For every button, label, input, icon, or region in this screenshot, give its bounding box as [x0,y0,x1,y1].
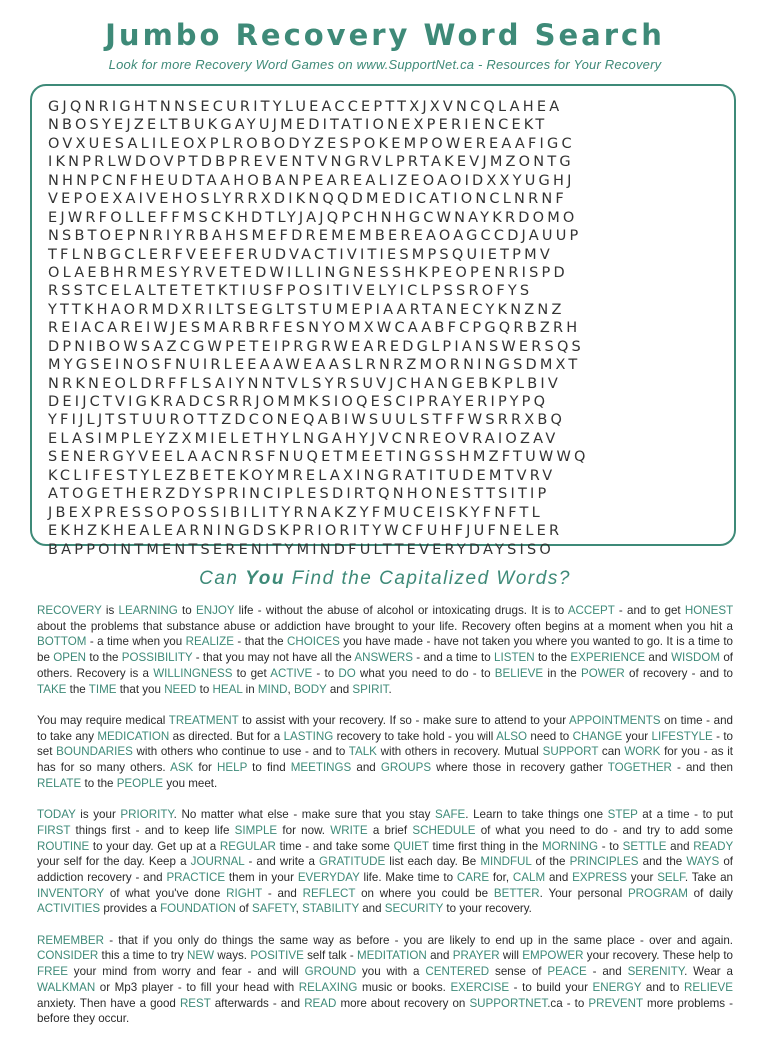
hidden-word: MINDFUL [480,855,532,869]
instructions-heading-emphasis: You [245,568,285,589]
paragraph-text: is [101,604,119,617]
hidden-word: EXPRESS [572,870,627,884]
hidden-word: CARE [456,870,490,884]
paragraph-text: on where you could be [355,886,494,900]
paragraph-text: life. Make time to [359,870,457,884]
paragraph-text: you have made - have not taken you where you wanted to go. It is a time to be [37,635,733,665]
hidden-word: PEACE [547,965,587,979]
hidden-word: MORNING [541,839,598,853]
paragraph-text: for now. [277,823,331,837]
hidden-word: BELIEVE [494,666,544,680]
paragraph-text: - a time when you [86,635,186,649]
story-paragraph [37,933,733,1027]
paragraph-text: - that if you only do things the same way as before - you are likely to end up in the same place - over and again. [104,933,733,947]
hidden-word: EMPOWER [522,949,584,963]
hidden-word: NEED [164,682,197,696]
hidden-word: EXERCISE [450,980,510,994]
paragraph-text: and [351,761,381,775]
paragraph-text: of others. Recovery is a [37,651,734,680]
grid-row: OVXUESALILEOXPLROBODYZESPOKEMPOWEREAAFIGC [48,135,575,152]
paragraph-text: you with a [356,965,426,979]
hidden-word: MEDICATION [97,729,170,743]
paragraph-text: to assist with your recovery. If so - make sure to attend to your [238,713,570,727]
paragraph-text: you meet. [163,776,218,790]
hidden-word: WILLINGNESS [153,666,233,680]
hidden-word: JOURNAL [190,855,245,869]
paragraph-text: - and [262,886,303,900]
hidden-word: PEOPLE [116,776,164,790]
hidden-word: RELATE [37,776,82,790]
hidden-word: MEDITATION [357,949,427,963]
hidden-word: REST [179,996,211,1010]
paragraph-text: music or books. [357,980,451,994]
story-text [37,603,733,1043]
hidden-word: FREE [37,965,68,979]
hidden-word: EXPERIENCE [570,651,646,665]
hidden-word: SELF [657,870,685,884]
hidden-word: CHANGE [572,729,623,743]
paragraph-text: in [242,682,258,696]
hidden-word: LIFESTYLE [651,729,713,743]
paragraph-text: the [66,682,89,696]
hidden-word: ASK [170,761,194,775]
hidden-word: SUPPORTNET [469,996,548,1010]
paragraph-text: to the [534,651,571,665]
paragraph-text: - and a time to [412,651,495,665]
paragraph-text: your self for the day. Keep a [37,855,191,869]
paragraph-text: with others in recovery. Mutual [376,745,543,759]
paragraph-text: of daily [687,886,733,900]
paragraph-text: and [358,902,385,916]
hidden-word: ACCEPT [567,604,615,617]
paragraph-text: - and then [671,761,733,775]
hidden-word: POWER [580,666,625,680]
hidden-word: ENJOY [195,604,235,617]
paragraph-text: of what you need to do - and try to add some [475,823,733,837]
hidden-word: READ [304,996,337,1010]
hidden-word: QUIET [393,839,429,853]
paragraph-text: self talk - [303,949,357,963]
paragraph-text: this a time to try [98,949,187,963]
hidden-word: WISDOM [671,651,721,665]
paragraph-text: what you need to do - to [355,666,495,680]
page-title: Jumbo Recovery Word Search [105,18,665,52]
hidden-word: BODY [293,682,327,696]
paragraph-text: a brief [367,823,413,837]
hidden-word: EVERYDAY [297,870,360,884]
paragraph-text: more problems - before they occur. [37,996,734,1026]
paragraph-text: and to [641,980,685,994]
hidden-word: STABILITY [302,902,359,916]
paragraph-text: as directed. But for a [169,729,284,743]
instructions-heading [0,568,770,590]
paragraph-text: to find [247,761,291,775]
hidden-word: WRITE [330,823,368,837]
paragraph-text: to your day. Get up at a [89,839,220,853]
hidden-word: SPIRIT [352,682,389,696]
hidden-word: LEARNING [118,604,178,617]
paragraph-text: can [598,745,625,759]
hidden-word: TIME [88,682,117,696]
grid-row: ELASIMPLEYZXMIELETHYLNGAHYJVCNREOVRAIOZAV [48,430,559,447]
hidden-word: SETTLE [622,839,667,853]
paragraph-text: more about recovery on [336,996,470,1010]
grid-row: ATOGETHERZDYSPRINCIPLESDIRTQNHONESTTSITIP [48,486,550,503]
paragraph-text: of recovery - and to [624,666,733,680]
hidden-word: FIRST [37,823,71,837]
paragraph-text: of [235,902,252,916]
paragraph-text: time first thing in the [428,839,542,853]
hidden-word: CONSIDER [37,949,99,963]
paragraph-text: - to [312,666,339,680]
grid-row: SENERGYVEELAACNRSFNUQETMEETINGSSHMZFTUWWQ [48,449,589,466]
grid-row: NHNPCNFHEUDTAAHOBANPEAREALIZEOAOIDXXYUGHJ [48,172,575,189]
instructions-heading-end: Find the Capitalized Words? [284,568,571,589]
hidden-word: ACTIVITIES [37,902,101,916]
paragraph-text: to [196,682,213,696]
grid-row: REIACAREIWJESMARBRFESNYOMXWCAABFCPGQRBZRH [48,320,581,337]
paragraph-text: afterwards - and [210,996,305,1010]
grid-row: YFIJLJTSTUUROTTZDCONEQABIWSUULSTFFWSRRXBQ [48,412,566,429]
hidden-word: TAKE [37,682,67,696]
hidden-word: PRINCIPLES [569,855,639,869]
grid-row: VEPOEXAIVEHOSLYRRXDIKNQQDMEDICATIONCLNRNF [48,191,567,208]
hidden-word: RIGHT [226,886,263,900]
hidden-word: HEAL [212,682,243,696]
hidden-word: LISTEN [494,651,535,665]
paragraph-text: about the problems that substance abuse or addiction have brought to your life. Recovery often begins at a moment when you hit a [37,619,733,633]
paragraph-text: time - and take some [275,839,394,853]
paragraph-text: to your recovery. [443,902,532,916]
hidden-word: FOUNDATION [160,902,236,916]
paragraph-text: - to set [37,729,734,759]
hidden-word: PROGRAM [627,886,688,900]
paragraph-text: to get [232,666,271,680]
paragraph-text: . Wear a [684,965,733,979]
paragraph-text: . Learn to take things one [465,808,608,822]
page-subtitle: Look for more Recovery Word Games on www.SupportNet.ca - Resources for Your Recovery [108,57,662,72]
paragraph-text: - and [586,965,628,979]
paragraph-text: to the [86,651,122,665]
hidden-word: POSITIVE [250,949,304,963]
hidden-word: TALK [348,745,377,759]
hidden-word: SUPPORT [542,745,599,759]
paragraph-text: provides a [100,902,161,916]
paragraph-text: to the [81,776,117,790]
paragraph-text: - and to get [614,604,685,617]
hidden-word: BETTER [493,886,540,900]
grid-row: NRKNEOLDRFFLSAIYNNTVLSYRSUVJCHANGEBKPLBIV [48,375,561,392]
hidden-word: REALIZE [185,635,234,649]
grid-row: EJWRFOLLEFFMSCKHDTLYJAJQPCHNHGCWNAYKRDOMO [48,209,578,226]
paragraph-text: and [545,870,573,884]
hidden-word: GRATITUDE [319,855,386,869]
hidden-word: OPEN [53,651,87,665]
paragraph-text: and [645,651,672,665]
hidden-word: HELP [217,761,248,775]
hidden-word: STEP [607,808,638,822]
hidden-word: PRAYER [452,949,500,963]
hidden-word: REFLECT [302,886,356,900]
hidden-word: SAFE [435,808,466,822]
hidden-word: CHOICES [287,635,340,649]
paragraph-text: You may require medical [37,713,169,727]
paragraph-text: . Take an [684,870,733,884]
hidden-word: POSSIBILITY [121,651,193,665]
paragraph-text: .ca - to [547,996,589,1010]
paragraph-text: . Your personal [539,886,628,900]
hidden-word: ROUTINE [37,839,90,853]
paragraph-text: your [622,729,652,743]
hidden-word: PRACTICE [166,870,226,884]
hidden-word: NEW [187,949,215,963]
hidden-word: INVENTORY [37,886,105,900]
paragraph-text: , [287,682,294,696]
story-paragraph [37,807,733,917]
hidden-word: MIND [257,682,288,696]
hidden-word: ACTIVE [270,666,313,680]
hidden-word: WALKMAN [37,980,96,994]
story-paragraph [37,603,733,697]
hidden-word: RECOVERY [37,604,102,617]
hidden-word: SIMPLE [234,823,278,837]
grid-row: DEIJCTVIGKRADCSRRJOMMKSIOQESCIPRAYERIPYPQ [48,394,549,410]
paragraph-text: to [177,604,196,617]
hidden-word: HONEST [684,604,733,617]
hidden-word: RELIEVE [684,980,734,994]
paragraph-text: is your [75,808,121,822]
hidden-word: WAYS [686,855,720,869]
paragraph-text: where those in recovery gather [431,761,608,775]
paragraph-text: - that you may not have all the [192,651,355,665]
grid-row: MYGSEINOSFNUIRLEEAAWEAASLRNRZMORNINGSDMXT [48,357,581,374]
paragraph-text: in the [543,666,581,680]
hidden-word: SCHEDULE [412,823,476,837]
grid-row: GJQNRIGHTNNSECURITYLUEACCEPTTXJXVNCQLAHEA [48,99,563,115]
hidden-word: MEETINGS [290,761,352,775]
paragraph-text: - and write a [244,855,320,869]
paragraph-text: of the [531,855,570,869]
paragraph-text: on time - and to take any [37,713,734,743]
grid-row: YTTKHAORMDXRILTSEGLTSTUMEPIAARTANECYKNZNZ [48,301,565,318]
paragraph-text: anxiety. Then have a good [37,996,180,1010]
hidden-word: PRIORITY [120,808,174,822]
hidden-word: SERENITY [627,965,685,979]
hidden-word: GROUND [304,965,357,979]
grid-row: DPNIBOWSAZCGWPETEIPRGRWEAREDGLPIANSWERSQS [48,338,584,355]
paragraph-text: them in your [225,870,298,884]
hidden-word: APPOINTMENTS [569,713,661,727]
paragraph-text: your recovery. These help to [583,949,734,963]
grid-row: BAPPOINTMENTSERENITYMINDFULTTEVERYDAYSISO [48,541,554,558]
paragraph-text: or Mp3 player - to fill your head with [95,980,299,994]
paragraph-text: of what you've done [104,886,227,900]
paragraph-text: for you - as it has for so many others. [37,745,734,775]
story-paragraph [37,713,733,792]
hidden-word: ENERGY [592,980,642,994]
paragraph-text: - to [597,839,623,853]
paragraph-text: and [426,949,453,963]
hidden-word: GROUPS [380,761,432,775]
grid-row: IKNPRLWDOVPTDBPREVENTVNGRVLPRTAKEVJMZONTG [48,154,574,171]
hidden-word: READY [693,839,733,853]
paragraph-text: sense of [489,965,548,979]
paragraph-text: list each day. Be [385,855,481,869]
paragraph-text: need to [527,729,573,743]
grid-row: OLAEBHRMESYRVETEDWILLINGNESSHKPEOPENRISPD [48,264,568,281]
grid-row: JBEXPRESSOPOSSIBILITYRNAKZYFMUCEISKYFNFTL [48,504,543,521]
paragraph-text: your mind from worry and fear - and will [67,965,305,979]
hidden-word: ALSO [496,729,528,743]
paragraph-text: at a time - to put [637,808,733,822]
paragraph-text: and [326,682,353,696]
paragraph-text: - to build your [509,980,593,994]
hidden-word: TREATMENT [168,713,239,727]
paragraph-text: things first - and to keep life [70,823,235,837]
grid-row: TFLNBGCLERFVEEFERUDVACTIVITIESMPSQUIETPMV [48,246,553,263]
paragraph-text: recovery to take hold - you will [333,729,497,743]
paragraph-text: . No matter what else - make sure that you stay [173,808,435,822]
grid-row: RSSTCELALTETETKTIUSFPOSITIVELYICLPSSROFYS [48,283,533,300]
grid-row: NBOSYEJZELTBUKGAYUJMEDITATIONEXPERIENCEKT [48,117,548,134]
grid-row: NSBTOEPNRIYRBAHSMEFDREMEMBEREAOAGCCDJAUUP [48,228,582,245]
paragraph-text: - that the [233,635,288,649]
paragraph-text: will [499,949,523,963]
hidden-word: BOTTOM [37,635,87,649]
hidden-word: ANSWERS [354,651,413,665]
hidden-word: REGULAR [219,839,276,853]
hidden-word: CENTERED [425,965,490,979]
hidden-word: CALM [512,870,546,884]
hidden-word: REMEMBER [37,933,104,947]
paragraph-text: and [666,839,694,853]
paragraph-text: and the [638,855,687,869]
paragraph-text: life - without the abuse of alcohol or intoxicating drugs. It is to [234,604,568,617]
paragraph-text: ways. [214,949,251,963]
paragraph-text: your [626,870,658,884]
hidden-word: TOGETHER [607,761,672,775]
word-search-grid [48,98,724,559]
grid-row: EKHZKHEALEARNINGDSKPRIORITYWCFUHFJUFNELER [48,523,563,540]
paragraph-text: with others who continue to use - and to [132,745,349,759]
paragraph-text: of addiction recovery - and [37,855,733,884]
hidden-word: PREVENT [588,996,643,1010]
paragraph-text: . [388,682,392,696]
hidden-word: SECURITY [384,902,444,916]
hidden-word: WORK [624,745,661,759]
hidden-word: SAFETY [252,902,296,916]
hidden-word: TODAY [37,808,76,822]
paragraph-text: for [193,761,218,775]
hidden-word: DO [338,666,356,680]
paragraph-text: that you [116,682,165,696]
hidden-word: RELAXING [298,980,358,994]
hidden-word: BOUNDARIES [56,745,133,759]
grid-row: KCLIFESTYLEZBETEKOYMRELAXINGRATITUDEMTVRV [48,467,556,484]
paragraph-text: for, [489,870,513,884]
instructions-heading-start: Can [199,568,246,589]
paragraph-text: , [295,902,303,916]
hidden-word: LASTING [283,729,334,743]
